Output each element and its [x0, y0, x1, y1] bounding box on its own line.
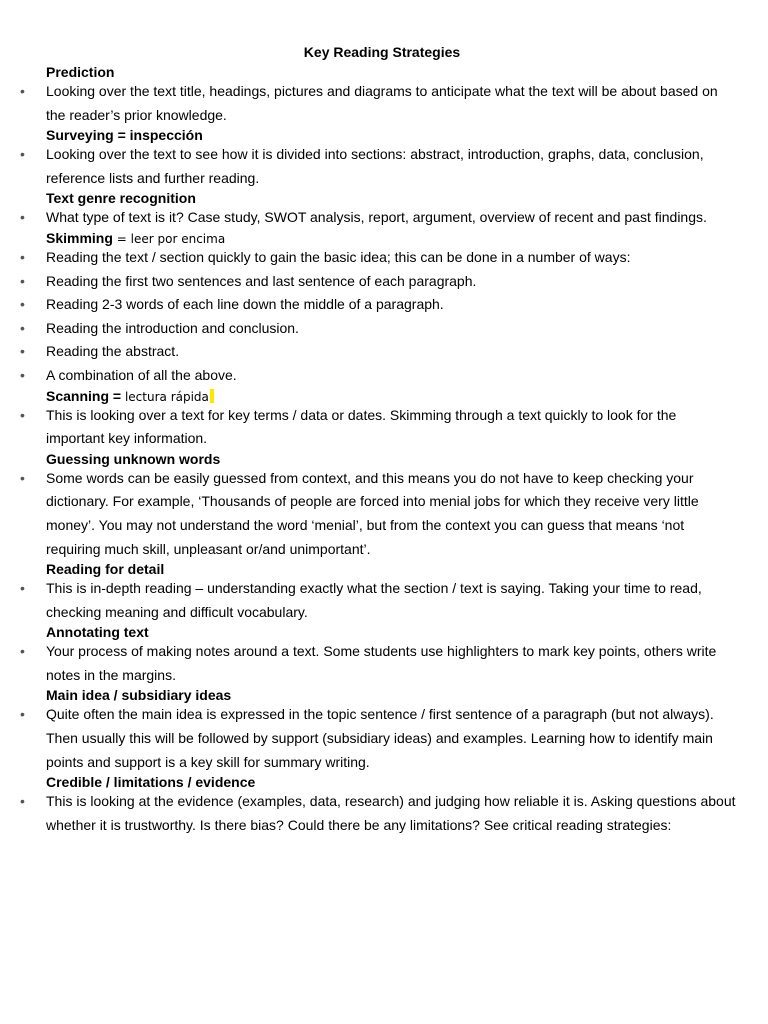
section-heading — [0, 64, 768, 80]
section-heading — [0, 774, 768, 790]
section-heading — [0, 561, 768, 577]
list-item — [0, 206, 768, 230]
section-heading-text: Scanning = — [46, 387, 122, 404]
list-item — [0, 467, 768, 561]
section-heading — [0, 451, 768, 467]
list-item-text: This is looking at the evidence (examples, data, research) and judging how reliable it is. Asking questions about whether it is trustworthy. Is there bias? Could there be any limitations? See critical reading strategies: — [46, 793, 736, 833]
section-heading-text: Prediction — [46, 64, 115, 80]
list-item-text: Looking over the text to see how it is divided into sections: abstract, introduction, graphs, data, conclusion, reference lists and further reading. — [46, 146, 704, 186]
list-item — [0, 577, 768, 624]
section-heading-text: Reading for detail — [46, 561, 165, 578]
bullet-icon: • — [20, 209, 25, 226]
list-item-text: Reading the introduction and conclusion. — [46, 319, 299, 336]
section-heading-note-text: = leer por encima — [116, 231, 226, 246]
bullet-icon: • — [20, 319, 25, 336]
bullet-icon: • — [20, 643, 25, 660]
section-heading-text: Annotating text — [46, 624, 149, 641]
bullet-icon: • — [20, 469, 25, 486]
text-cursor-highlight — [210, 389, 214, 403]
list-item-text: A combination of all the above. — [46, 366, 237, 383]
document-title: Key Reading Strategies — [303, 44, 461, 60]
section-heading-text: Main idea / subsidiary ideas — [46, 687, 232, 704]
list-item — [0, 703, 768, 774]
bullet-icon: • — [20, 272, 25, 289]
list-item-text: Some words can be easily guessed from context, and this means you do not have to keep checking your dictionary. For example, ‘Thousands of people are forced into menial jobs for which they receive very little money’. You may not understand the word ‘menial’, but from the context you can guess that means ‘not requiring much skill, unpleasant or/and unimportant’. — [46, 469, 699, 557]
section-heading — [0, 687, 768, 703]
list-item-text: What type of text is it? Case study, SWOT analysis, report, argument, overview of recent and past findings. — [46, 209, 707, 226]
list-item-text: Reading 2-3 words of each line down the middle of a paragraph. — [46, 296, 444, 313]
section-heading — [0, 190, 768, 206]
section-heading-text: Skimming — [46, 229, 113, 246]
section-heading — [0, 230, 768, 246]
bullet-icon: • — [20, 296, 25, 313]
bullet-icon: • — [20, 706, 25, 723]
list-item — [0, 404, 768, 451]
section-heading-text: Text genre recognition — [46, 190, 196, 207]
section-heading — [0, 388, 768, 404]
bullet-icon: • — [20, 146, 25, 163]
list-item — [0, 640, 768, 687]
bullet-icon: • — [20, 366, 25, 383]
list-item-text: Looking over the text title, headings, pictures and diagrams to anticipate what the text will be about based on the reader’s prior knowledge. — [46, 83, 718, 123]
list-item-text: Reading the first two sentences and last sentence of each paragraph. — [46, 272, 477, 289]
list-item — [0, 340, 768, 364]
section-heading-text: Surveying = inspección — [46, 127, 203, 144]
bullet-icon: • — [20, 580, 25, 597]
document-body — [0, 64, 768, 837]
list-item-text: Reading the text / section quickly to gain the basic idea; this can be done in a number of ways: — [46, 248, 631, 265]
bullet-icon: • — [20, 793, 25, 810]
bullet-icon: • — [20, 248, 25, 265]
list-item-text: Your process of making notes around a text. Some students use highlighters to mark key points, others write notes in the margins. — [46, 643, 717, 683]
bullet-icon: • — [20, 343, 25, 360]
list-item — [0, 364, 768, 388]
bullet-icon: • — [20, 406, 25, 423]
list-item — [0, 143, 768, 190]
list-item-text: This is in-depth reading – understanding exactly what the section / text is saying. Taking your time to read, checking meaning and difficult vocabulary. — [46, 580, 702, 620]
section-heading — [0, 127, 768, 143]
list-item-text: This is looking over a text for key terms / data or dates. Skimming through a text quickly to look for the important key information. — [46, 406, 677, 447]
list-item — [0, 790, 768, 837]
list-item-text: Reading the abstract. — [46, 343, 180, 360]
list-item — [0, 80, 768, 127]
list-item-text: Quite often the main idea is expressed in the topic sentence / first sentence of a paragraph (but not always). Then usually this will be followed by support (subsidiary ideas) and examples. Learning how to identify main points and support is a key skill for summary writing. — [46, 706, 714, 770]
list-item — [0, 246, 768, 270]
section-heading — [0, 624, 768, 640]
list-item — [0, 293, 768, 317]
section-heading-note — [117, 232, 225, 246]
bullet-icon: • — [20, 83, 25, 99]
section-heading-text: Credible / limitations / evidence — [46, 774, 256, 791]
list-item — [0, 317, 768, 341]
section-heading-text: Guessing unknown words — [46, 450, 221, 467]
section-heading-note — [125, 390, 214, 404]
section-heading-note-text: lectura rápida — [124, 389, 209, 404]
list-item — [0, 270, 768, 294]
